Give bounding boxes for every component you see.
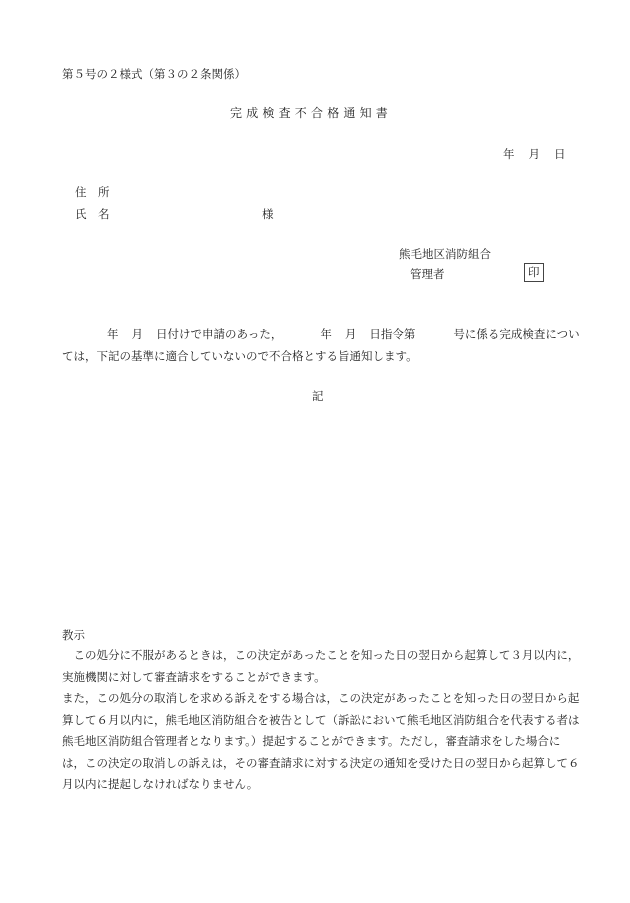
- body-tail: 号に係る完成検査につい: [453, 327, 580, 341]
- body-year-2: 年: [320, 327, 332, 341]
- instruction-paragraph-1: この処分に不服があるときは，この決定があったことを知った日の翌日から起算して３月以内に，実施機関に対して審査請求をすることができます。: [62, 648, 580, 684]
- date-month: 月: [528, 147, 540, 161]
- date-year: 年: [503, 147, 515, 161]
- issuer-title: 管理者: [410, 267, 445, 281]
- date-line: [503, 146, 566, 162]
- body-day-text-2: 日指令第: [369, 327, 416, 341]
- form-number: 第５号の２様式（第３の２条関係）: [62, 67, 246, 81]
- body-line-2: ては，下記の基準に適合していないので不合格とする旨通知します。: [62, 349, 418, 363]
- honorific: 様: [262, 207, 274, 221]
- body-day-text: 日付けで申請のあった，: [156, 327, 283, 341]
- seal-box: 印: [524, 263, 544, 282]
- date-day: 日: [554, 147, 566, 161]
- instruction-paragraph-2: また，この処分の取消しを求める訴えをする場合は，この決定があったことを知った日の翌日から起算して６月以内に，熊毛地区消防組合を被告として（訴訟において熊毛地区消防組合を代表する者は熊毛地区消防組合管理者となります。）提起することができます。ただし，審査請求をした場合には，この決定の取消しの訴えは，その審査請求に対する決定の通知を受けた日の翌日から起算して６月以内に提起しなければなりません。: [62, 691, 580, 791]
- body-month-2: 月: [344, 327, 357, 341]
- instruction-heading: 教示: [62, 628, 85, 642]
- address-label: 住 所: [75, 185, 110, 199]
- instruction-text: [62, 645, 582, 796]
- body-year: 年: [107, 327, 119, 341]
- issuer-organization: 熊毛地区消防組合: [399, 247, 491, 261]
- body-month: 月: [131, 327, 143, 341]
- body-line-1: [107, 326, 580, 342]
- document-title: 完成検査不合格通知書: [230, 106, 393, 120]
- ki-heading: 記: [312, 389, 324, 403]
- name-label: 氏 名: [75, 207, 110, 221]
